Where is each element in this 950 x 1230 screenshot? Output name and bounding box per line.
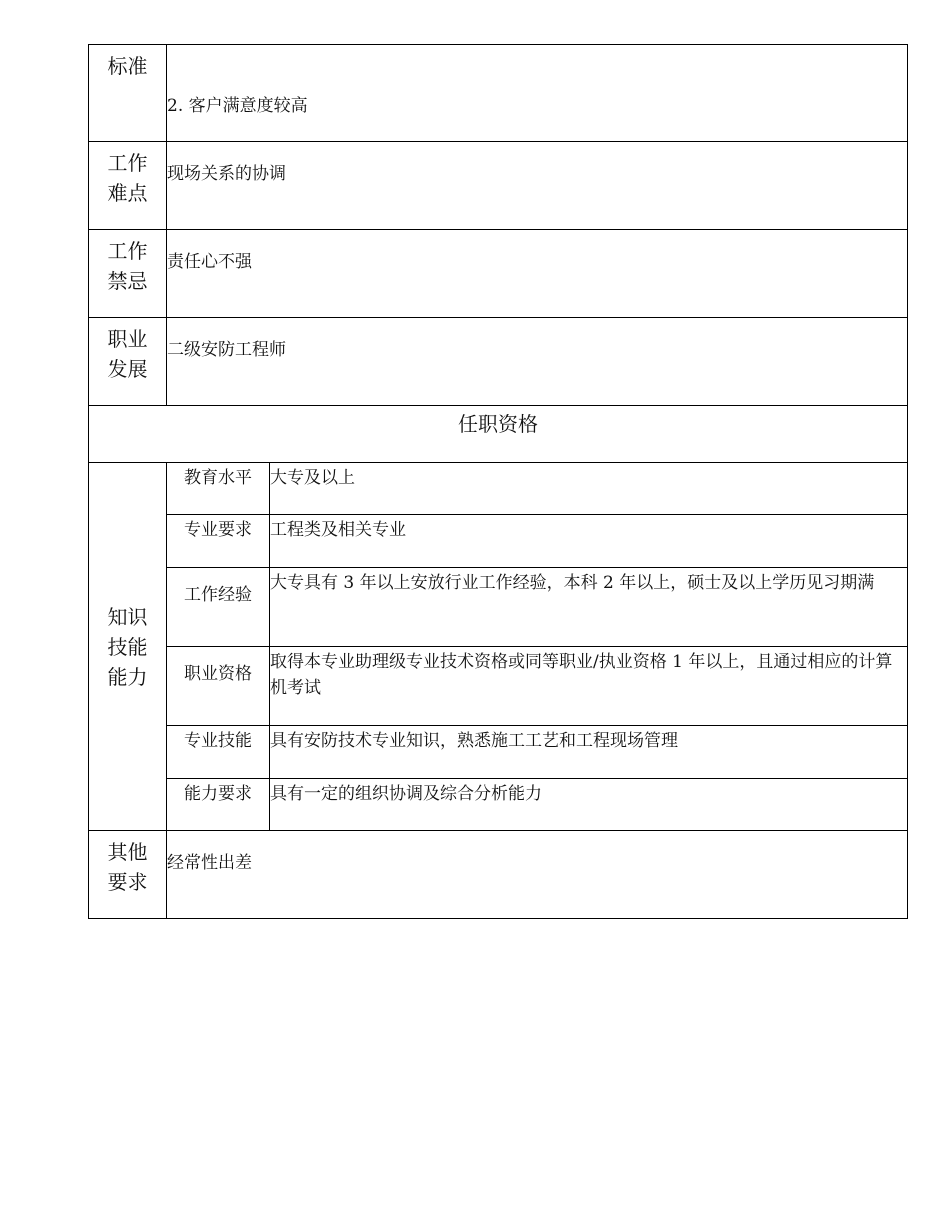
skills-label: 专业技能 [167,726,270,779]
knowledge-row-skills [89,726,908,779]
experience-label: 工作经验 [167,568,270,647]
knowledge-row-ability [89,779,908,831]
knowledge-label: 知识 技能 能力 [89,463,167,831]
difficulty-value: 现场关系的协调 [167,142,908,230]
standard-label: 标准 [89,45,167,142]
standard-row [89,45,908,142]
ability-label: 能力要求 [167,779,270,831]
certification-label: 职业资格 [167,647,270,726]
taboo-row [89,230,908,318]
education-label: 教育水平 [167,463,270,515]
major-value: 工程类及相关专业 [270,515,908,568]
knowledge-row-major [89,515,908,568]
taboo-label: 工作 禁忌 [89,230,167,318]
education-value: 大专及以上 [270,463,908,515]
taboo-value: 责任心不强 [167,230,908,318]
certification-value: 取得本专业助理级专业技术资格或同等职业/执业资格 1 年以上，且通过相应的计算机考试 [270,647,908,726]
standard-value: 2. 客户满意度较高 [167,45,908,142]
knowledge-row-certification [89,647,908,726]
difficulty-row [89,142,908,230]
ability-value: 具有一定的组织协调及综合分析能力 [270,779,908,831]
other-row [89,831,908,919]
knowledge-row-education [89,463,908,515]
career-row [89,318,908,406]
major-label: 专业要求 [167,515,270,568]
qualification-header: 任职资格 [89,406,908,463]
other-value: 经常性出差 [167,831,908,919]
skills-value: 具有安防技术专业知识，熟悉施工工艺和工程现场管理 [270,726,908,779]
knowledge-row-experience [89,568,908,647]
career-value: 二级安防工程师 [167,318,908,406]
difficulty-label: 工作 难点 [89,142,167,230]
other-label: 其他 要求 [89,831,167,919]
job-description-table [88,44,908,919]
qualification-header-row [89,406,908,463]
career-label: 职业 发展 [89,318,167,406]
experience-value: 大专具有 3 年以上安放行业工作经验，本科 2 年以上，硕士及以上学历见习期满 [270,568,908,647]
